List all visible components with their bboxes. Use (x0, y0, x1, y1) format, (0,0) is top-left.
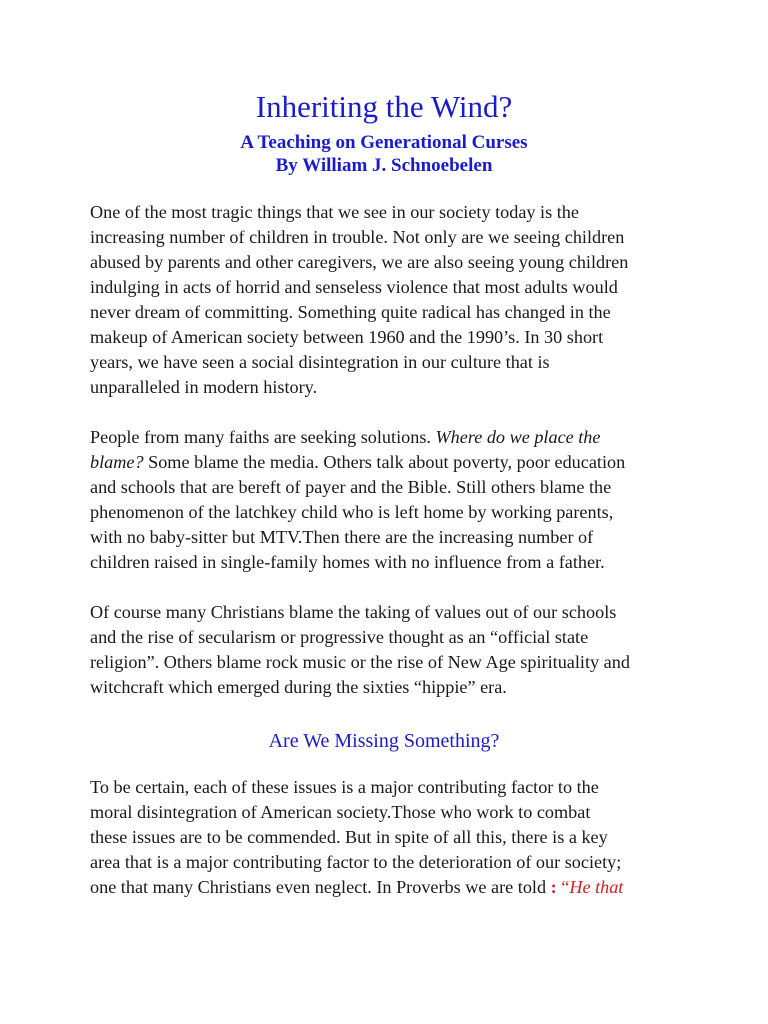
paragraph-text: Some blame the media. Others talk about poverty, poor education (143, 452, 626, 472)
paragraph-line: indulging in acts of horrid and senseless violence that most adults would (90, 277, 618, 297)
scripture-quote: He that (569, 877, 624, 897)
paragraph-line: area that is a major contributing factor to the deterioration of our society; (90, 852, 622, 872)
colon-mark: : (550, 877, 562, 897)
paragraph-line: with no baby-sitter but MTV.Then there are the increasing number of (90, 527, 594, 547)
paragraph-line: Of course many Christians blame the taking of values out of our schools (90, 602, 617, 622)
paragraph-line: and the rise of secularism or progressive thought as an “official state (90, 627, 589, 647)
section-heading: Are We Missing Something? (268, 730, 500, 752)
paragraph-line: children raised in single-family homes with no influence from a father. (90, 552, 605, 572)
document-subtitle: A Teaching on Generational Curses (240, 132, 528, 153)
paragraph-line: religion”. Others blame rock music or the rise of New Age spirituality and (90, 652, 630, 672)
paragraph-line: To be certain, each of these issues is a major contributing factor to the (90, 777, 599, 797)
paragraph-line: these issues are to be commended. But in spite of all this, there is a key (90, 827, 608, 847)
italic-question: Where do we place the (435, 427, 601, 447)
paragraph-line: unparalleled in modern history. (90, 377, 318, 397)
italic-question: blame? (90, 452, 144, 472)
paragraph-line (90, 425, 690, 450)
document-title: Inheriting the Wind? (255, 89, 513, 124)
paragraph-line: phenomenon of the latchkey child who is left home by working parents, (90, 502, 614, 522)
paragraph-line (90, 450, 690, 475)
paragraph-text: People from many faiths are seeking solutions. (90, 427, 436, 447)
quote-open: “ (561, 877, 570, 897)
paragraph-intro (90, 200, 690, 400)
paragraph-christians (90, 600, 690, 700)
paragraph-line (90, 875, 690, 900)
paragraph-line: increasing number of children in trouble. Not only are we seeing children (90, 227, 625, 247)
paragraph-text: one that many Christians even neglect. In Proverbs we are told (90, 877, 551, 897)
paragraph-missing (90, 775, 690, 900)
paragraph-line: witchcraft which emerged during the sixties “hippie” era. (90, 677, 507, 697)
paragraph-line: and schools that are bereft of payer and the Bible. Still others blame the (90, 477, 612, 497)
paragraph-line: years, we have seen a social disintegration in our culture that is (90, 352, 550, 372)
paragraph-solutions (90, 425, 690, 575)
paragraph-line: makeup of American society between 1960 and the 1990’s. In 30 short (90, 327, 604, 347)
paragraph-line: One of the most tragic things that we see in our society today is the (90, 202, 579, 222)
paragraph-line: never dream of committing. Something quite radical has changed in the (90, 302, 611, 322)
paragraph-line: abused by parents and other caregivers, we are also seeing young children (90, 252, 629, 272)
paragraph-line: moral disintegration of American society.Those who work to combat (90, 802, 591, 822)
document-byline: By William J. Schnoebelen (275, 155, 493, 176)
